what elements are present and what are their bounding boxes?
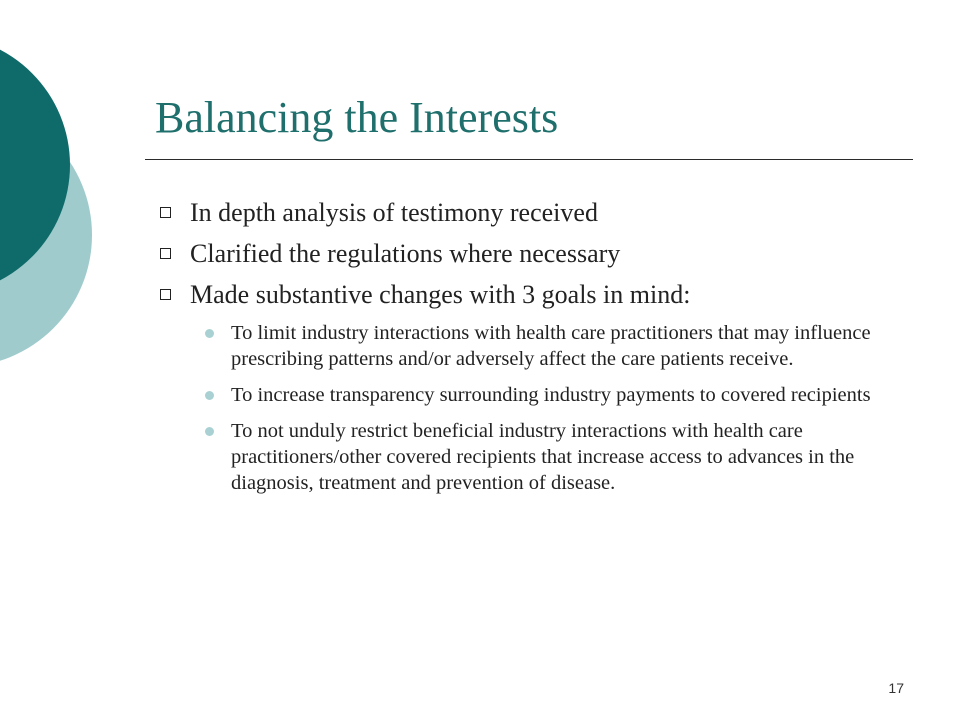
bullet-list [160,197,920,506]
sub-bullet-list [160,320,920,496]
bullet-text: In depth analysis of testimony received [190,198,598,227]
sub-bullet-text: To increase transparency surrounding industry payments to covered recipients [231,384,871,406]
slide-title: Balancing the Interests [155,93,559,142]
title-divider [145,159,913,160]
hollow-square-bullet-icon [160,289,171,300]
decorative-circles [0,0,120,400]
filled-circle-bullet-icon [205,329,214,338]
bullet-text: Clarified the regulations where necessary [190,239,621,268]
sub-bullet-text: To not unduly restrict beneficial industry interactions with health care practitioners/other covered recipients that increase access to advances in the diagnosis, treatment and prevention of disease. [231,420,855,494]
bullet-text: Made substantive changes with 3 goals in mind: [190,280,691,309]
bullet-item [160,197,920,229]
sub-bullet-text: To limit industry interactions with health care practitioners that may influence prescribing patterns and/or adversely affect the care patients receive. [231,322,871,370]
sub-bullet-item [231,382,911,408]
sub-bullet-item [231,320,911,372]
bullet-item [160,279,920,311]
bullet-item [160,238,920,270]
sub-bullet-item [231,418,911,496]
hollow-square-bullet-icon [160,248,171,259]
hollow-square-bullet-icon [160,207,171,218]
filled-circle-bullet-icon [205,427,214,436]
filled-circle-bullet-icon [205,391,214,400]
page-number: 17 [888,680,904,696]
